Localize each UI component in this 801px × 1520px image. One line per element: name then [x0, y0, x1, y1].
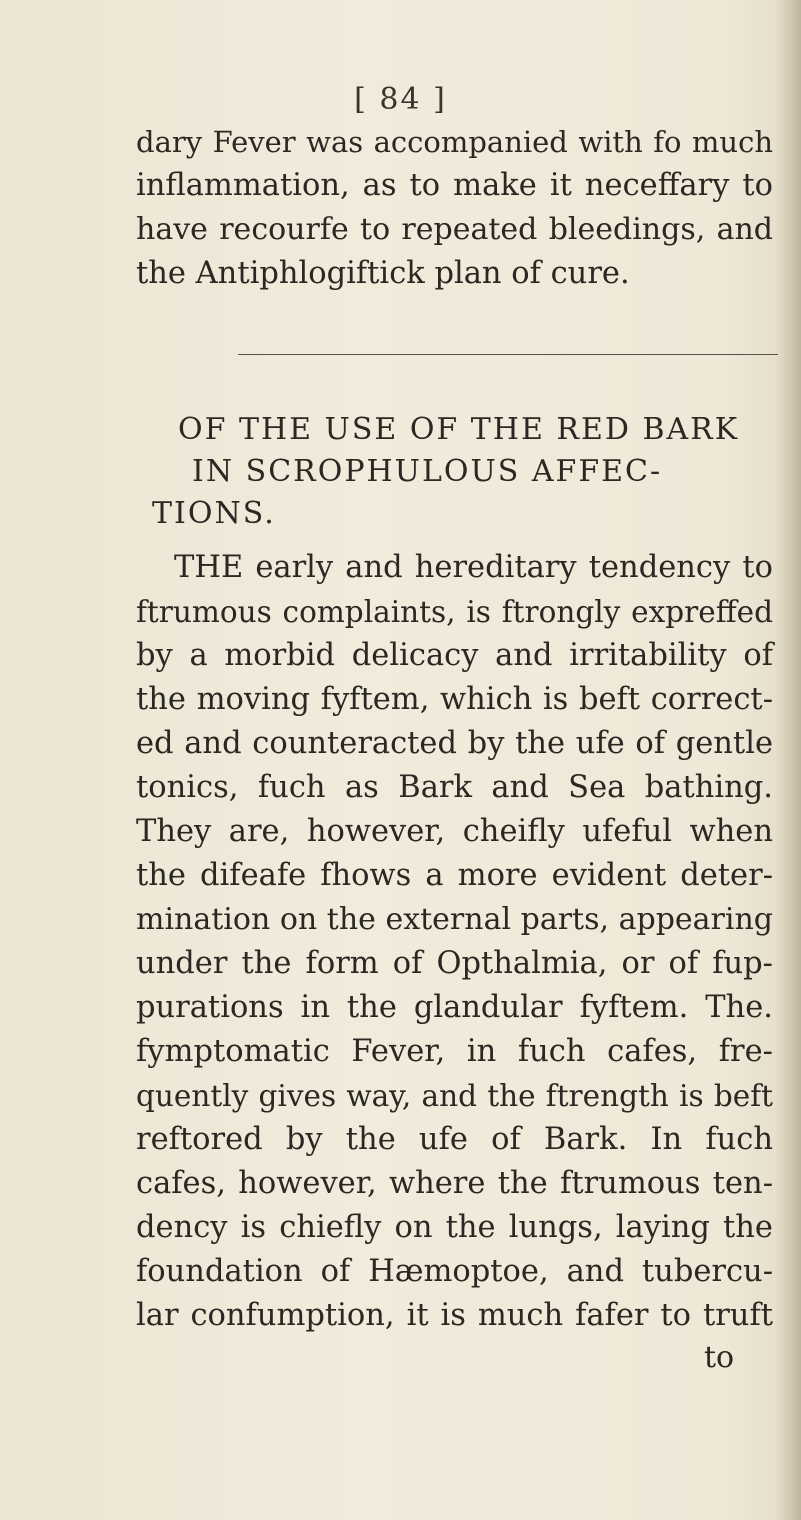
- section-divider-rule: [238, 354, 778, 355]
- body-line: the moving fyftem, which is beft correct-: [136, 682, 773, 717]
- section-heading-line: IN SCROPHULOUS AFFEC-: [192, 454, 663, 489]
- page-number: [ 84 ]: [354, 82, 447, 117]
- body-line: by a morbid delicacy and irritability of: [136, 638, 773, 673]
- continuation-line: dary Fever was accompanied with fo much: [136, 125, 773, 159]
- body-line: under the form of Opthalmia, or of fup-: [136, 946, 773, 981]
- body-line: cafes, however, where the ftrumous ten-: [136, 1166, 773, 1201]
- body-line: foundation of Hæmoptoe, and tubercu-: [136, 1254, 773, 1289]
- body-line: fymptomatic Fever, in fuch cafes, fre-: [136, 1034, 773, 1069]
- catchword: to: [704, 1340, 735, 1375]
- body-line: They are, however, cheifly ufeful when: [136, 814, 773, 849]
- body-line: ed and counteracted by the ufe of gentle: [136, 726, 773, 761]
- body-line: dency is chiefly on the lungs, laying the: [136, 1210, 773, 1245]
- body-line: tonics, fuch as Bark and Sea bathing.: [136, 770, 773, 805]
- body-line: mination on the external parts, appearing: [136, 902, 773, 937]
- body-line: THE early and hereditary tendency to: [174, 550, 773, 585]
- continuation-line: inflammation, as to make it neceffary to: [136, 168, 773, 203]
- body-line: purations in the glandular fyftem. The.: [136, 990, 773, 1025]
- body-line: quently gives way, and the ftrength is beft: [136, 1079, 773, 1113]
- body-line: ftrumous complaints, is ftrongly expreffed: [136, 595, 773, 629]
- continuation-line: have recourfe to repeated bleedings, and: [136, 212, 773, 247]
- section-heading-line: OF THE USE OF THE RED BARK: [178, 412, 740, 447]
- body-line: lar confumption, it is much fafer to truft: [136, 1298, 773, 1333]
- continuation-line: the Antiphlogiftick plan of cure.: [136, 256, 630, 291]
- body-line: reftored by the ufe of Bark. In fuch: [136, 1122, 773, 1157]
- section-heading-line: TIONS.: [152, 496, 276, 531]
- body-line: the difeafe fhows a more evident deter-: [136, 858, 773, 893]
- page-edge-shadow: [775, 0, 801, 1520]
